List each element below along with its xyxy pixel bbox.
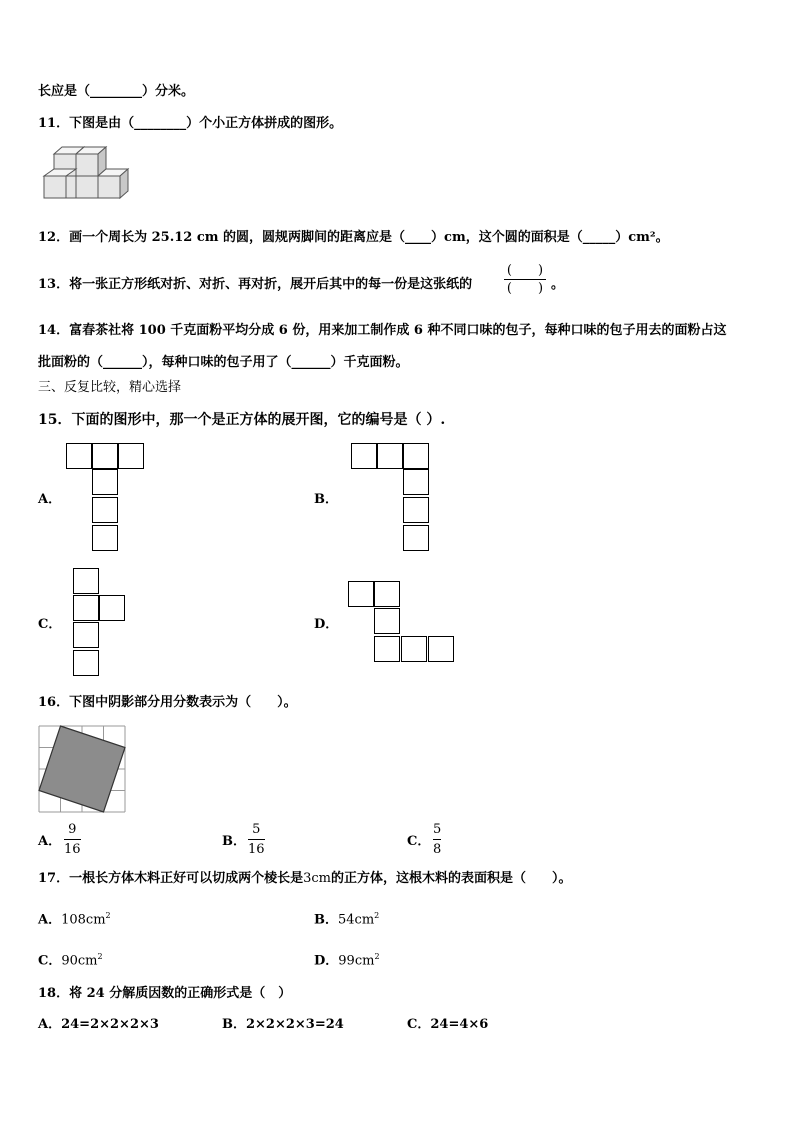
q17-a-exp: 2 [105,911,111,920]
q13-numerator: ( ) [506,263,544,278]
q14-line1: 14．富春茶社将 100 千克面粉平均分成 6 份，用来加工制作成 6 种不同口味的包子，每种口味的包子用去的面粉占这 [38,323,727,338]
q10-answer-line: 长应是（________）分米。 [38,84,195,99]
q16-option-b[interactable]: B． [222,834,246,849]
q16-b-num: 5 [252,822,261,837]
q16-text: 16．下图中阴影部分用分数表示为（ ）。 [38,695,297,710]
q17-b-label: B． [314,912,338,928]
q14-line2: 批面粉的（______），每种口味的包子用了（______）千克面粉。 [38,355,409,370]
q17-b-value: 54cm [338,912,375,928]
q13-text: 13．将一张正方形纸对折、对折、再对折，展开后其中的每一份是这张纸的 [38,277,473,292]
q17-unit: 3cm [303,871,331,886]
q15-text: 15．下面的图形中，那一个是正方体的展开图，它的编号是（ ）. [38,412,446,428]
q17-option-b[interactable] [314,908,379,928]
q17-c-label: C． [38,953,62,969]
q17-prefix: 17．一根长方体木料正好可以切成两个棱长是 [38,871,304,886]
q16-c-num: 5 [433,822,442,837]
q17-c-exp: 2 [97,952,103,961]
q17-d-exp: 2 [374,952,380,961]
q15-option-a[interactable]: A． [38,492,62,507]
q16-a-den: 16 [64,842,81,857]
q16-a-fraction [64,822,81,857]
q11-text: 11．下图是由（________）个小正方体拼成的图形。 [38,116,343,131]
q16-c-den: 8 [433,842,442,857]
q17-c-value: 90cm [61,953,98,969]
q18-option-c[interactable]: C．24=4×6 [407,1017,489,1032]
q16-b-fraction [248,822,265,857]
q18-option-a[interactable]: A．24=2×2×2×3 [38,1017,159,1032]
shaded-grid-figure [38,725,128,813]
q18-option-b[interactable]: B．2×2×2×3=24 [222,1017,344,1032]
q17-text [38,871,572,887]
q17-d-value: 99cm [338,953,375,969]
q17-suffix: 的正方体，这根木料的表面积是（ ）。 [330,871,572,886]
q17-option-d[interactable] [314,949,380,969]
q17-d-label: D． [314,953,339,969]
q12-text: 12．画一个周长为 25.12 cm 的圆，圆规两脚间的距离应是（____）cm，这个圆的面积是（_____）cm²。 [38,230,669,245]
q18-text: 18．将 24 分解质因数的正确形式是（ ） [38,986,292,1001]
q17-a-label: A． [38,912,62,928]
q15-option-b[interactable]: B． [314,492,338,507]
q16-b-den: 16 [248,842,265,857]
q17-b-exp: 2 [374,911,380,920]
q16-a-num: 9 [68,822,77,837]
q17-a-value: 108cm [61,912,106,928]
q13-denominator: ( ) [506,281,544,296]
q16-c-fraction [433,822,441,857]
q15-option-c[interactable]: C． [38,617,62,632]
q17-option-a[interactable] [38,908,111,928]
q15-option-d[interactable]: D． [314,617,339,632]
q16-option-c[interactable]: C． [407,834,431,849]
q16-option-a[interactable]: A． [38,834,62,849]
q13-fraction-blank [504,263,546,296]
section-heading: 三、反复比较，精心选择 [38,380,182,395]
q13-end: 。 [551,277,565,292]
cube-stack-figure [42,144,132,210]
q17-option-c[interactable] [38,949,103,969]
